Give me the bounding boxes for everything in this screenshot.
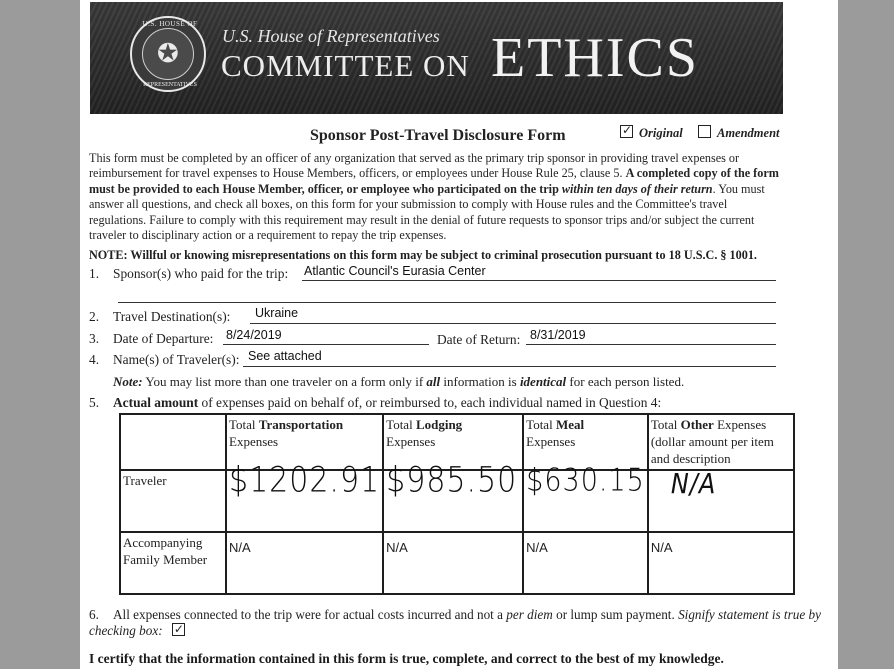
question-2: 2. Travel Destination(s): [89, 309, 231, 324]
table-row [120, 532, 794, 594]
question-3: 3. Date of Departure: [89, 331, 214, 346]
departure-label: Date of Departure: [113, 331, 214, 346]
destination-field[interactable] [250, 307, 776, 324]
seal-top-text: U.S. HOUSE OF [142, 20, 198, 28]
original-checkbox[interactable] [620, 125, 633, 138]
question-4-label: Name(s) of Traveler(s): [113, 352, 240, 367]
document-page [80, 0, 838, 669]
form-title: Sponsor Post-Travel Disclosure Form [310, 127, 566, 144]
family-other[interactable]: N/A [648, 532, 794, 594]
intro-paragraph: This form must be completed by an officer of any organization that served as the primary trip sponsor in providing travel expenses or reimbursement for travel expenses to House Members, officers, or employees under House Rule 25, clause 5. A completed copy of the form must be provided to each House Member, officer, or employee who participated on the trip within ten days of their return. You must answer all questions, and check all boxes, on this form for your submission to comply with House rules and the Committee's travel regulations. Failure to comply with this requirement may result in the denial of future requests to sponsor trips and/or subject the current traveler to disciplinary action or a requirement to repay the trip expenses. [89, 151, 779, 243]
question-4-note: Note: You may list more than one traveler on a form only if all information is identical for each person listed. [113, 374, 685, 389]
table-row [120, 470, 794, 532]
family-transportation[interactable]: N/A [226, 532, 383, 594]
question-1: 1. Sponsor(s) who paid for the trip: [89, 266, 289, 281]
family-meal[interactable]: N/A [523, 532, 648, 594]
traveler-other[interactable]: N/A [648, 470, 794, 532]
row-label-family: Accompanying Family Member [120, 532, 226, 594]
sponsor-field-line2[interactable] [118, 286, 776, 303]
original-label: Original [639, 126, 683, 140]
departure-value: 8/24/2019 [226, 328, 282, 342]
travelers-value: See attached [248, 349, 322, 363]
header-title-part1: COMMITTEE ON [221, 48, 470, 83]
traveler-meal[interactable]: $630.15 [523, 470, 648, 532]
seal-bottom-text: REPRESENTATIVES [143, 82, 197, 88]
travelers-field[interactable] [243, 350, 776, 367]
question-2-label: Travel Destination(s): [113, 309, 231, 324]
eagle-icon: ✪ [157, 39, 179, 69]
check-icon: ✓ [173, 622, 184, 636]
header-banner [90, 2, 783, 114]
return-value: 8/31/2019 [530, 328, 586, 342]
question-6: 6. All expenses connected to the trip were for actual costs incurred and not a per diem or lump sum payment. Signify statement is true by checking box: ✓ [89, 607, 821, 638]
header-subtitle: U.S. House of Representatives [222, 26, 440, 46]
traveler-transportation[interactable]: $1202.91 [226, 470, 383, 532]
house-seal-logo [130, 16, 206, 92]
row-label-traveler: Traveler [120, 470, 226, 532]
header-transportation: Total Transportation Expenses [226, 414, 383, 470]
traveler-lodging[interactable]: $985.50 [383, 470, 523, 532]
question-4: 4. Name(s) of Traveler(s): [89, 352, 240, 367]
certify-checkbox[interactable] [172, 623, 185, 636]
amendment-checkbox[interactable] [698, 125, 711, 138]
check-icon: ✓ [622, 123, 633, 137]
amendment-option[interactable] [698, 125, 780, 141]
sponsor-value: Atlantic Council's Eurasia Center [304, 264, 486, 278]
family-lodging[interactable]: N/A [383, 532, 523, 594]
destination-value: Ukraine [255, 306, 299, 320]
header-meal: Total Meal Expenses [523, 414, 648, 470]
header-lodging: Total Lodging Expenses [383, 414, 523, 470]
header-title-part2: ETHICS [491, 27, 699, 89]
return-label: Date of Return: [437, 332, 521, 347]
expense-table [119, 413, 795, 595]
certification-statement: I certify that the information contained in this form is true, complete, and correct to the best of my knowledge. [89, 651, 724, 666]
table-corner-cell [120, 414, 226, 470]
amendment-label: Amendment [717, 126, 780, 140]
header-other: Total Other Expenses (dollar amount per item and description [648, 414, 794, 470]
question-1-label: Sponsor(s) who paid for the trip: [113, 266, 289, 281]
original-option[interactable] [620, 125, 683, 141]
question-5: 5. Actual amount of expenses paid on behalf of, or reimbursed to, each individual named in Question 4: [89, 395, 662, 410]
legal-note: NOTE: Willful or knowing misrepresentations on this form may be subject to criminal prosecution pursuant to 18 U.S.C. § 1001. [89, 248, 757, 262]
